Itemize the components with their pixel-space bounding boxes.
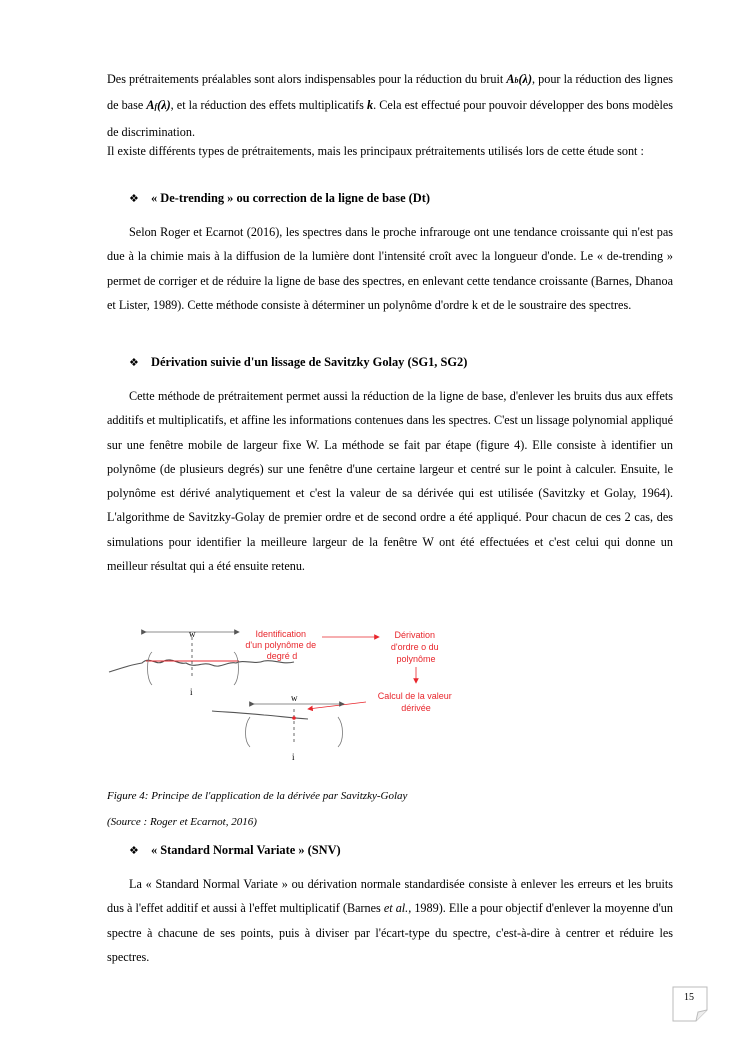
- label-derivation: Dérivation d'ordre o du polynôme: [390, 630, 439, 664]
- window-bracket-right-2: [338, 717, 343, 747]
- savitzky-golay-diagram: [104, 617, 564, 767]
- window-label-w2: w: [291, 693, 298, 703]
- diamond-bullet-icon: ❖: [129, 192, 139, 205]
- center-label-i1: i: [190, 687, 193, 697]
- page-number: 15: [684, 992, 694, 1003]
- figure-caption: Figure 4: Principe de l'application de la dérivée par Savitzky-Golay: [107, 790, 408, 802]
- section-heading-savitzky-golay: ❖ Dérivation suivie d'un lissage de Savitzky Golay (SG1, SG2): [129, 352, 467, 373]
- label-calculation: Calcul de la valeur dérivée: [377, 691, 452, 713]
- section-heading-detrending: ❖ « De-trending » ou correction de la ligne de base (Dt): [129, 188, 430, 209]
- arrow-to-derivative-value: [308, 702, 366, 709]
- intro-paragraph: Des prétraitements préalables sont alors indispensables pour la réduction du bruit Ab(λ), pour la réduction des lignes de base Af(λ), et la réduction des effets multiplicatifs k. Cela est effectué pour pouvoir développer des bons modèles de discrimination.: [107, 72, 673, 139]
- detrending-paragraph: Selon Roger et Ecarnot (2016), les spectres dans le proche infrarouge ont une tendance croissante qui n'est pas due à la chimie mais à la diffusion de la lumière dont l'intensité croît avec la longueur d'onde. Le « de-trending » permet de corriger et de réduire la ligne de base des spectres, en enlevant cette tendance croissante (Barnes, Dhanoa et Lister, 1989). Cette méthode consiste à déterminer un polynôme d'ordre k et de le soustraire des spectres.: [107, 225, 673, 312]
- window-bracket-left-1: [148, 652, 153, 685]
- types-paragraph: Il existe différents types de prétraitements, mais les principaux prétraitements utilisés lors de cette étude sont :: [107, 144, 644, 158]
- window-label-w1: w: [189, 629, 196, 639]
- figure-source: (Source : Roger et Ecarnot, 2016): [107, 816, 257, 828]
- page-number-box: [672, 986, 710, 1022]
- diamond-bullet-icon: ❖: [129, 844, 139, 857]
- snv-paragraph: La « Standard Normal Variate » ou dérivation normale standardisée consiste à enlever les erreurs et les bruits dus à l'effet additif et aussi à l'effet multiplicatif (Barnes et al., 1989). Elle a pour objectif d'enlever la moyenne d'un spectre à chacune de ses points, puis à diviser par l'écart-type du spectre, c'est-à-dire à centrer et réduire les spectres.: [107, 877, 673, 964]
- diamond-bullet-icon: ❖: [129, 356, 139, 369]
- section-heading-snv: ❖ « Standard Normal Variate » (SNV): [129, 840, 341, 861]
- label-identification: Identification d'un polynôme de degré d: [245, 629, 317, 661]
- center-label-i2: i: [292, 752, 295, 762]
- savitzky-golay-paragraph: Cette méthode de prétraitement permet aussi la réduction de la ligne de base, d'enlever les bruits dus aux effets additifs et multiplicatifs, et affine les informations contenues dans les spectres. C'est un lissage polynomial appliqué sur une fenêtre mobile de largeur fixe W. La méthode se fait par étape (figure 4). Elle consiste à identifier un polynôme (de plusieurs degrés) sur une fenêtre d'une certaine largeur et centré sur le point à calculer. Ensuite, le polynôme est dérivé analytiquement et c'est la valeur de sa dérivée qui est utilisée (Savitzky et Golay, 1964). L'algorithme de Savitzky-Golay de premier ordre et de second ordre a été appliqué. Pour chacun de ces 2 cas, des simulations pour identifier la meilleure largeur de la fenêtre W ont été effectuées et c'est celui qui donne un meilleur résultat qui a été ensuite retenu.: [107, 389, 673, 574]
- window-bracket-left-2: [246, 717, 251, 747]
- derivative-point: [292, 716, 296, 720]
- spectrum-curve-1: [109, 660, 294, 672]
- window-bracket-right-1: [234, 652, 239, 685]
